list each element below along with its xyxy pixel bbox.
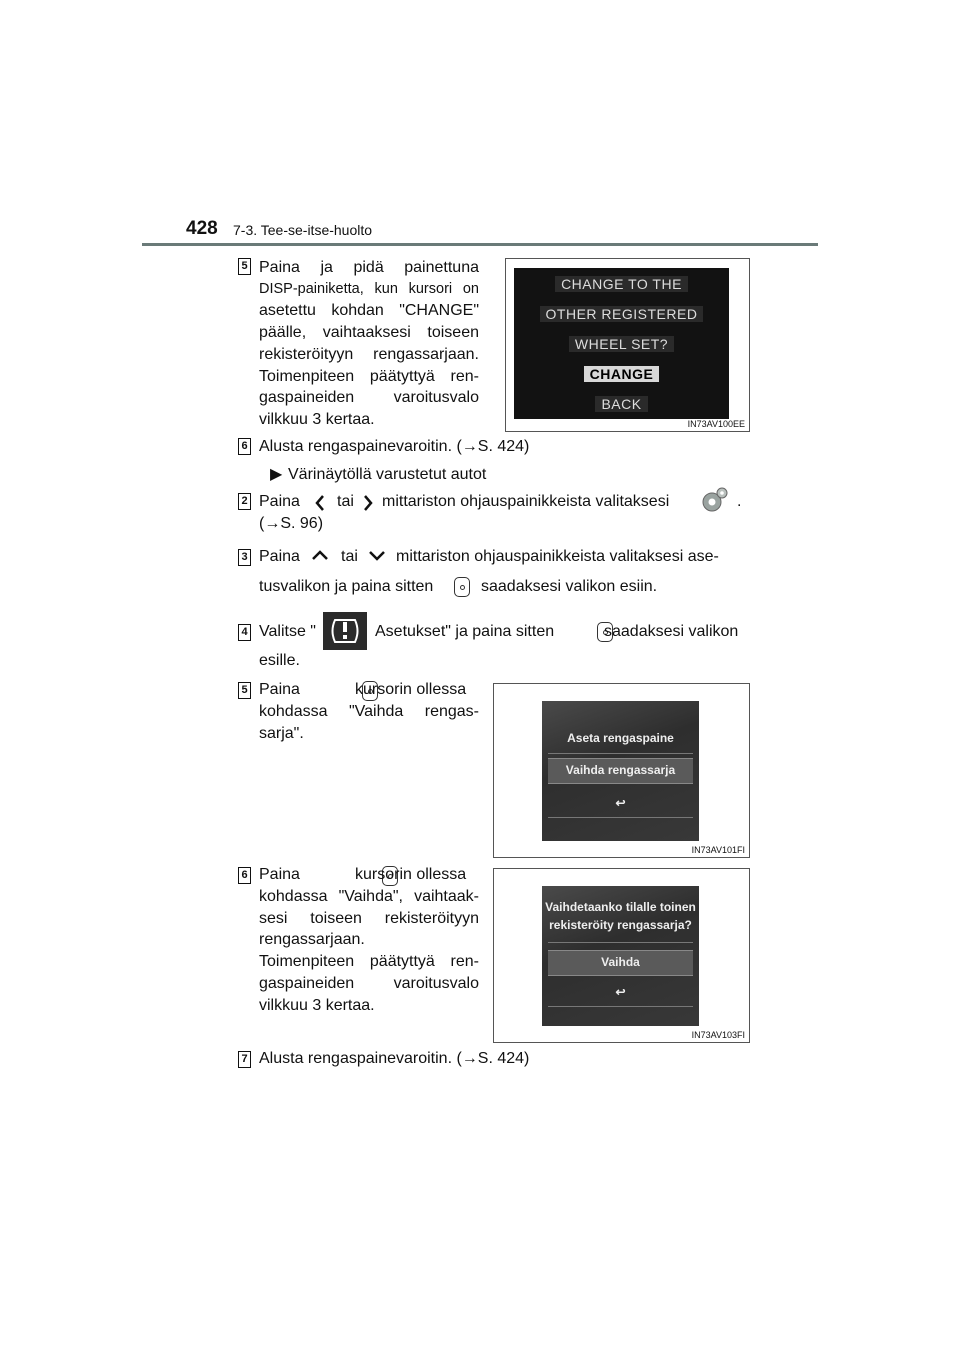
step-text: Alusta rengaspainevaroitin. (→S. 424) [259, 438, 530, 455]
page-number: 428 [186, 218, 218, 239]
step-text: Paina ja pidä painettuna DISP-painiketta, kun kursori on asetettu kohdan "CHANGE" päälle, vaihtaaksesi toiseen rekisteröityyn rengassarjaan. Toimenpiteen päätyttyä ren- gaspaineiden varoitusvalo vilkkuu 3 kertaa. [259, 259, 479, 428]
enter-button-icon [454, 577, 470, 597]
header-rule [142, 243, 818, 246]
step-badge: 6 [238, 867, 251, 884]
step-badge: 3 [238, 549, 251, 566]
step-badge: 7 [238, 1051, 251, 1068]
screen-display: CHANGE TO THE OTHER REGISTERED WHEEL SET? CHANGE BACK [514, 268, 729, 419]
subheading: Värinäytöllä varustetut autot [288, 466, 487, 483]
step-badge: 5 [238, 682, 251, 699]
change-option: CHANGE [584, 366, 660, 382]
step-badge: 4 [238, 624, 251, 641]
chevron-up-icon [310, 549, 330, 561]
chevron-down-icon [367, 549, 387, 561]
gear-icon [700, 486, 730, 514]
section-title: 7-3. Tee-se-itse-huolto [233, 222, 373, 238]
figure-confirm-change [493, 868, 750, 1043]
step-badge: 6 [238, 438, 251, 455]
step-badge: 2 [238, 493, 251, 510]
figure-menu-change-set [493, 683, 750, 858]
step-text: Alusta rengaspainevaroitin. (→S. 424) [259, 1050, 530, 1067]
back-option: BACK [595, 396, 647, 412]
chevron-right-icon [362, 494, 374, 512]
screen-display: Aseta rengaspaine Vaihda rengassarja ↩ [542, 701, 699, 841]
tire-pressure-icon [323, 612, 367, 650]
subheading-arrow-icon: ▶ [270, 466, 283, 483]
figure-code: IN73AV100EE [687, 419, 745, 429]
figure-change-wheelset [505, 258, 750, 432]
step-badge: 5 [238, 258, 251, 275]
screen-display: Vaihdetaanko tilalle toinen rekisteröity rengassarja? Vaihda ↩ [542, 886, 699, 1026]
chevron-left-icon [314, 494, 326, 512]
figure-code: IN73AV101FI [691, 845, 745, 855]
figure-code: IN73AV103FI [691, 1030, 745, 1040]
